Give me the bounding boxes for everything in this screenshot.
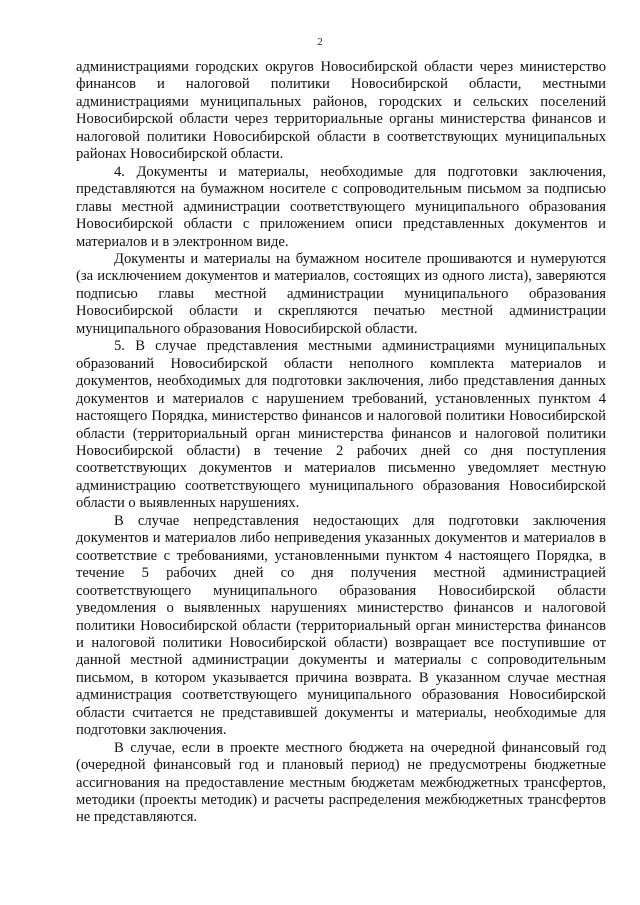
- paragraph-item-5: 5. В случае представления местными администрациями муниципальных образований Новосибирской области неполного комплекта материалов и документов, необходимых для подготовки заключения, либо представления данных документов и материалов с нарушением требований, установленных пунктом 4 настоящего Порядка, министерство финансов и налоговой политики Новосибирской области (территориальный орган министерства финансов и налоговой политики Новосибирской области) в течение 2 рабочих дней со дня поступления соответствующих документов и материалов письменно уведомляет местную администрацию соответствующего муниципального образования Новосибирской области о выявленных нарушениях.: [76, 338, 606, 512]
- paragraph-continuation: администрациями городских округов Новосибирской области через министерство финансов и налоговой политики Новосибирской области, местными администрациями муниципальных районов, городских и сельских поселений Новосибирской области через территориальные органы министерства финансов и налоговой политики Новосибирской области в соответствующих муниципальных районах Новосибирской области.: [76, 59, 606, 163]
- paragraph-non-submission: В случае непредставления недостающих для подготовки заключения документов и материалов либо неприведения указанных документов и материалов в соответствие с требованиями, установленными пунктом 4 настоящего Порядка, в течение 5 рабочих дней со дня получения местной администрацией соответствующего муниципального образования Новосибирской области уведомления о выявленных нарушениях министерство финансов и налоговой политики Новосибирской области (территориальный орган министерства финансов и налоговой политики Новосибирской области) возвращает все поступившие от данной местной администрации документы и материалы с сопроводительным письмом, в котором указывается причина возврата. В указанном случае местная администрация соответствующего муниципального образования Новосибирской области считается не представившей документы и материалы, необходимые для подготовки заключения.: [76, 512, 606, 739]
- paragraph-no-appropriations: В случае, если в проекте местного бюджета на очередной финансовый год (очередной финансовый год и плановый период) не предусмотрены бюджетные ассигнования на предоставление местным бюджетам межбюджетных трансфертов, методики (проекты методик) и расчеты распределения межбюджетных трансфертов не представляются.: [76, 739, 606, 826]
- paragraph-documents-binding: Документы и материалы на бумажном носителе прошиваются и нумеруются (за исключением документов и материалов, состоящих из одного листа), заверяются подписью главы местной администрации муниципального образования Новосибирской области и скрепляются печатью местной администрации муниципального образования Новосибирской области.: [76, 250, 606, 337]
- document-body: [76, 59, 606, 827]
- page-number: 2: [317, 36, 323, 48]
- paragraph-item-4: 4. Документы и материалы, необходимые для подготовки заключения, представляются на бумажном носителе с сопроводительным письмом за подписью главы местной администрации соответствующего муниципального образования Новосибирской области с приложением описи представленных документов и материалов и в электронном виде.: [76, 163, 606, 250]
